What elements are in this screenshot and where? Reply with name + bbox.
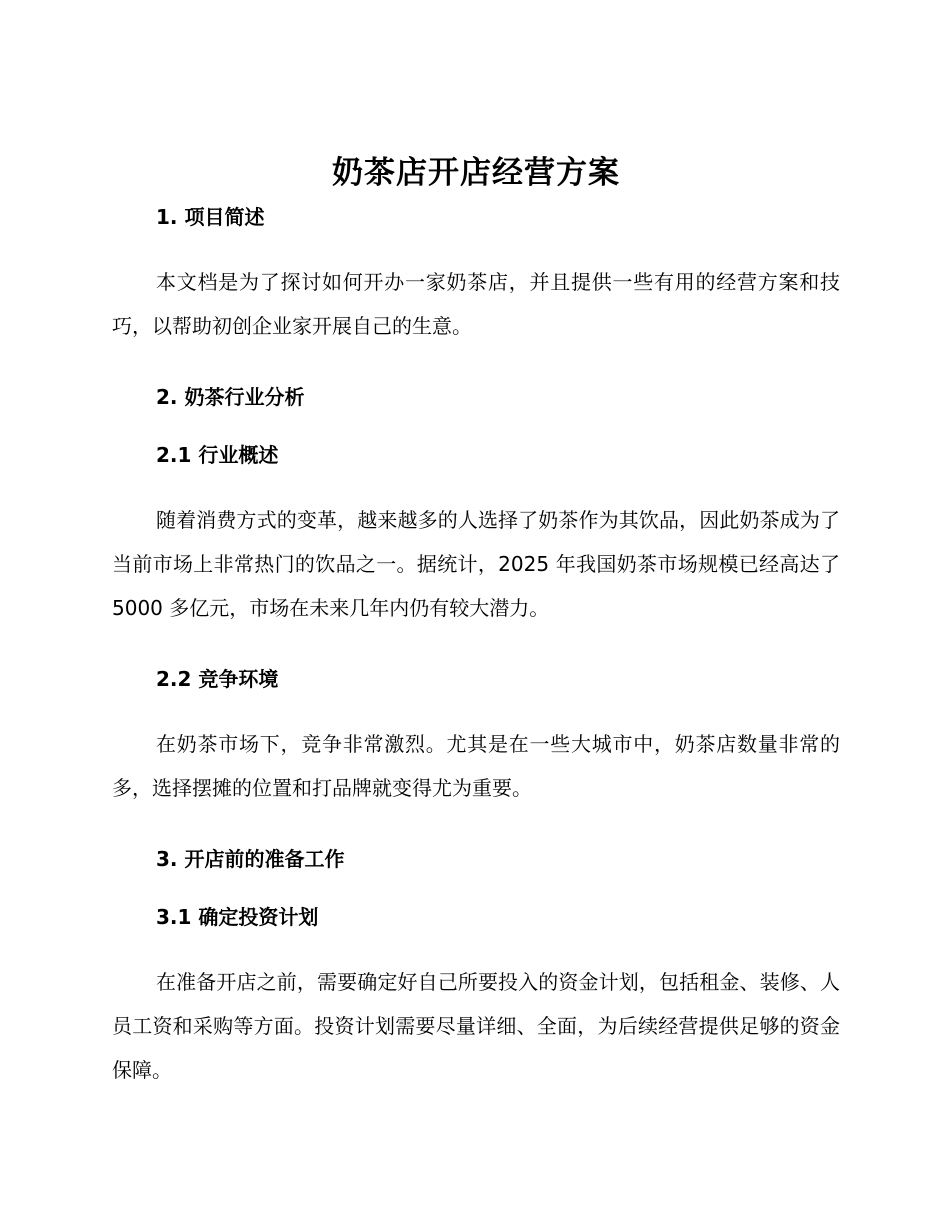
paragraph-project-summary: 本文档是为了探讨如何开办一家奶茶店，并且提供一些有用的经营方案和技巧，以帮助初创企业家开展自己的生意。	[112, 270, 840, 338]
paragraph-investment-plan: 在准备开店之前，需要确定好自己所要投入的资金计划，包括租金、装修、人员工资和采购等方面。投资计划需要尽量详细、全面，为后续经营提供足够的资金保障。	[112, 970, 840, 1082]
section-heading-3: 3. 开店前的准备工作	[156, 847, 345, 871]
section-heading-1: 1. 项目简述	[156, 205, 265, 229]
subsection-heading-2-1: 2.1 行业概述	[156, 443, 279, 467]
subsection-heading-3-1: 3.1 确定投资计划	[156, 905, 319, 929]
document-body	[112, 150, 840, 1092]
paragraph-competition: 在奶茶市场下，竞争非常激烈。尤其是在一些大城市中，奶茶店数量非常的多，选择摆摊的位置和打品牌就变得尤为重要。	[112, 732, 840, 800]
paragraph-industry-overview: 随着消费方式的变革，越来越多的人选择了奶茶作为其饮品，因此奶茶成为了当前市场上非常热门的饮品之一。据统计，2025 年我国奶茶市场规模已经高达了 5000 多亿元，市场在未来几年内仍有较大潜力。	[112, 508, 840, 620]
document-title: 奶茶店开店经营方案	[332, 155, 620, 191]
section-heading-2: 2. 奶茶行业分析	[156, 385, 305, 409]
subsection-heading-2-2: 2.2 竞争环境	[156, 667, 279, 691]
